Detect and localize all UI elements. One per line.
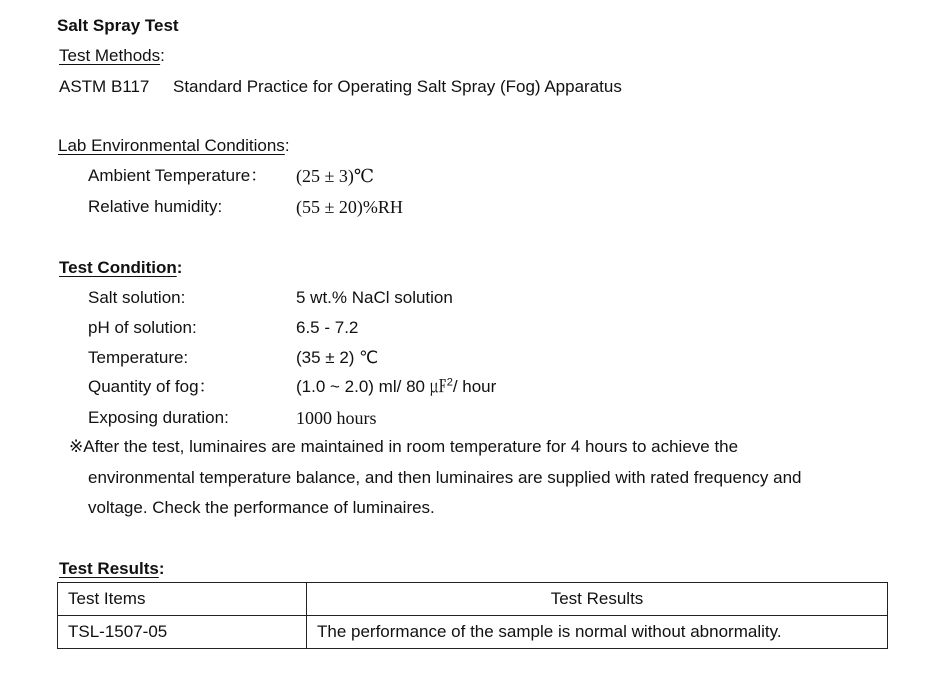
note-line-3: voltage. Check the performance of luminaires. [88,498,435,517]
results-table [57,582,888,649]
note-line-2: environmental temperature balance, and then luminaires are supplied with rated frequency and [88,468,802,487]
exposing-duration-value: 1000 hours [296,408,377,428]
fog-quantity-sup: 2 [446,376,453,389]
ph-value: 6.5 - 7.2 [296,318,359,337]
fog-quantity-prefix: (1.0 ~ 2.0) ml/ 80 ㎌ [296,377,447,396]
test-results-heading [59,558,165,580]
results-header-test-items: Test Items [58,583,307,616]
fog-quantity-suffix: / hour [452,377,497,396]
results-cell-result: The performance of the sample is normal without abnormality. [307,616,888,649]
salt-solution-value: 5 wt.% NaCl solution [296,288,453,307]
test-methods-heading [59,45,165,67]
test-method-standard: ASTM B117 [59,77,150,96]
ph-label: pH of solution: [88,318,197,337]
fog-quantity-value [296,376,496,398]
page-title: Salt Spray Test [57,16,179,35]
test-results-colon: : [158,559,165,578]
test-method-description: Standard Practice for Operating Salt Spray (Fog) Apparatus [173,77,622,96]
results-cell-item: TSL-1507-05 [58,616,307,649]
lab-conditions-heading-text: Lab Environmental Conditions [58,136,285,155]
note-line-1 [69,436,738,458]
temperature-label: Temperature: [88,348,189,367]
results-header-row [58,583,888,616]
test-condition-colon: : [176,258,183,277]
fog-quantity-label: Quantity of fog： [88,377,216,396]
table-row [58,616,888,649]
lab-conditions-heading [58,135,290,157]
test-methods-heading-text: Test Methods [59,46,161,65]
ambient-temperature-label: Ambient Temperature： [88,166,268,185]
exposing-duration-label: Exposing duration: [88,408,229,427]
test-condition-heading-text: Test Condition [59,258,177,277]
test-results-heading-text: Test Results [59,559,159,578]
salt-solution-label: Salt solution: [88,288,186,307]
note-mark-icon: ※ [69,437,84,456]
note-line-1-text: After the test, luminaires are maintained in room temperature for 4 hours to achieve the [83,437,739,456]
relative-humidity-label: Relative humidity: [88,197,223,216]
lab-conditions-colon: : [284,136,290,155]
test-condition-heading [59,257,182,279]
results-header-test-results: Test Results [307,583,888,616]
test-methods-colon: : [160,46,165,65]
relative-humidity-value: (55 ± 20)%RH [296,197,403,217]
temperature-value: (35 ± 2) ℃ [296,348,379,367]
ambient-temperature-value: (25 ± 3)℃ [296,166,375,186]
